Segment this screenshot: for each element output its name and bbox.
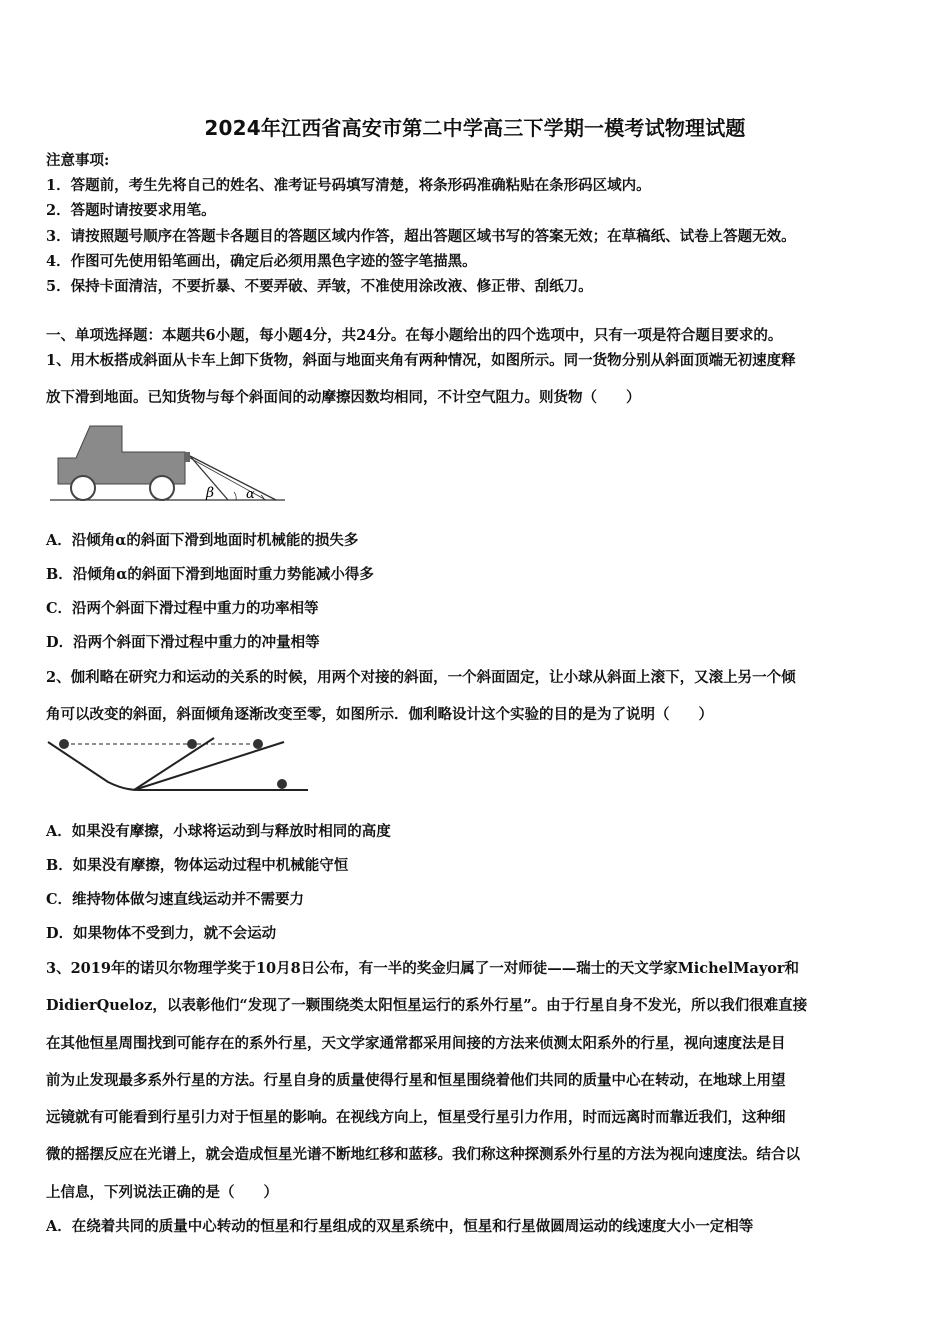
question-2-option-d: D．如果物体不受到力，就不会运动	[46, 925, 277, 942]
section-heading: 一、单项选择题：本题共6小题，每小题4分，共24分。在每小题给出的四个选项中，只有一项是符合题目要求的。	[46, 327, 783, 344]
question-3-stem: 3、2019年的诺贝尔物理学奖于10月8日公布，有一半的奖金归属了一对师徒——瑞士的天文学家MichelMayor和	[46, 960, 800, 977]
notice-item: 2．答题时请按要求用笔。	[46, 202, 216, 219]
question-3-stem: 上信息，下列说法正确的是（ ）	[46, 1184, 278, 1201]
question-2-option-c: C．维持物体做匀速直线运动并不需要力	[46, 891, 305, 908]
question-1-option-b: B．沿倾角α的斜面下滑到地面时重力势能减小得多	[46, 566, 374, 583]
angle-alpha-label: α	[246, 487, 255, 502]
question-2-stem: 2、伽利略在研究力和运动的关系的时候，用两个对接的斜面，一个斜面固定，让小球从斜面上滚下，又滚上另一个倾	[46, 669, 796, 686]
question-1-option-c: C．沿两个斜面下滑过程中重力的功率相等	[46, 600, 319, 617]
question-3-stem: 前为止发现最多系外行星的方法。行星自身的质量使得行星和恒星围绕着他们共同的质量中心在转动，在地球上用望	[46, 1072, 786, 1089]
question-1-option-d: D．沿两个斜面下滑过程中重力的冲量相等	[46, 634, 320, 651]
page-title: 2024年江西省高安市第二中学高三下学期一模考试物理试题	[204, 116, 746, 140]
question-3-option-a: A．在绕着共同的质量中心转动的恒星和行星组成的双星系统中，恒星和行星做圆周运动的线速度大小一定相等	[46, 1218, 754, 1235]
notice-item: 4．作图可先使用铅笔画出，确定后必须用黑色字迹的签字笔描黑。	[46, 253, 477, 270]
question-2-option-b: B．如果没有摩擦，物体运动过程中机械能守恒	[46, 857, 349, 874]
question-2-stem: 角可以改变的斜面，斜面倾角逐渐改变至零，如图所示．伽利略设计这个实验的目的是为了说明（ ）	[46, 706, 713, 723]
notice-heading: 注意事项:	[46, 152, 110, 169]
notice-item: 5．保持卡面清洁，不要折暴、不要弄破、弄皱，不准使用涂改液、修正带、刮纸刀。	[46, 278, 593, 295]
question-3-stem: 微的摇摆反应在光谱上，就会造成恒星光谱不断地红移和蓝移。我们称这种探测系外行星的方法为视向速度法。结合以	[46, 1146, 800, 1163]
question-1-stem: 1、用木板搭成斜面从卡车上卸下货物，斜面与地面夹角有两种情况，如图所示。同一货物分别从斜面顶端无初速度释	[46, 352, 796, 369]
question-1-option-a: A．沿倾角α的斜面下滑到地面时机械能的损失多	[46, 532, 359, 549]
notice-item: 1．答题前，考生先将自己的姓名、准考证号码填写清楚，将条形码准确粘贴在条形码区域内。	[46, 177, 651, 194]
question-3-stem: 在其他恒星周围找到可能存在的系外行星，天文学家通常都采用间接的方法来侦测太阳系外的行星，视向速度法是目	[46, 1035, 786, 1052]
notice-item: 3．请按照题号顺序在答题卡各题目的答题区域内作答，超出答题区域书写的答案无效；在草稿纸、试卷上答题无效。	[46, 228, 796, 245]
angle-beta-label: β	[206, 485, 215, 501]
truck-ramp-figure	[50, 418, 290, 508]
question-3-stem: 远镜就有可能看到行星引力对于恒星的影响。在视线方向上，恒星受行星引力作用，时而远离时而靠近我们，这种细	[46, 1109, 786, 1126]
question-1-stem: 放下滑到地面。已知货物与每个斜面间的动摩擦因数均相同，不计空气阻力。则货物（ ）	[46, 389, 641, 406]
question-3-stem: DidierQueloz，以表彰他们“发现了一颗围绕类太阳恒星运行的系外行星”。由于行星自身不发光，所以我们很难直接	[46, 997, 808, 1014]
question-2-option-a: A．如果没有摩擦，小球将运动到与释放时相同的高度	[46, 823, 391, 840]
inclined-planes-figure	[46, 732, 316, 798]
